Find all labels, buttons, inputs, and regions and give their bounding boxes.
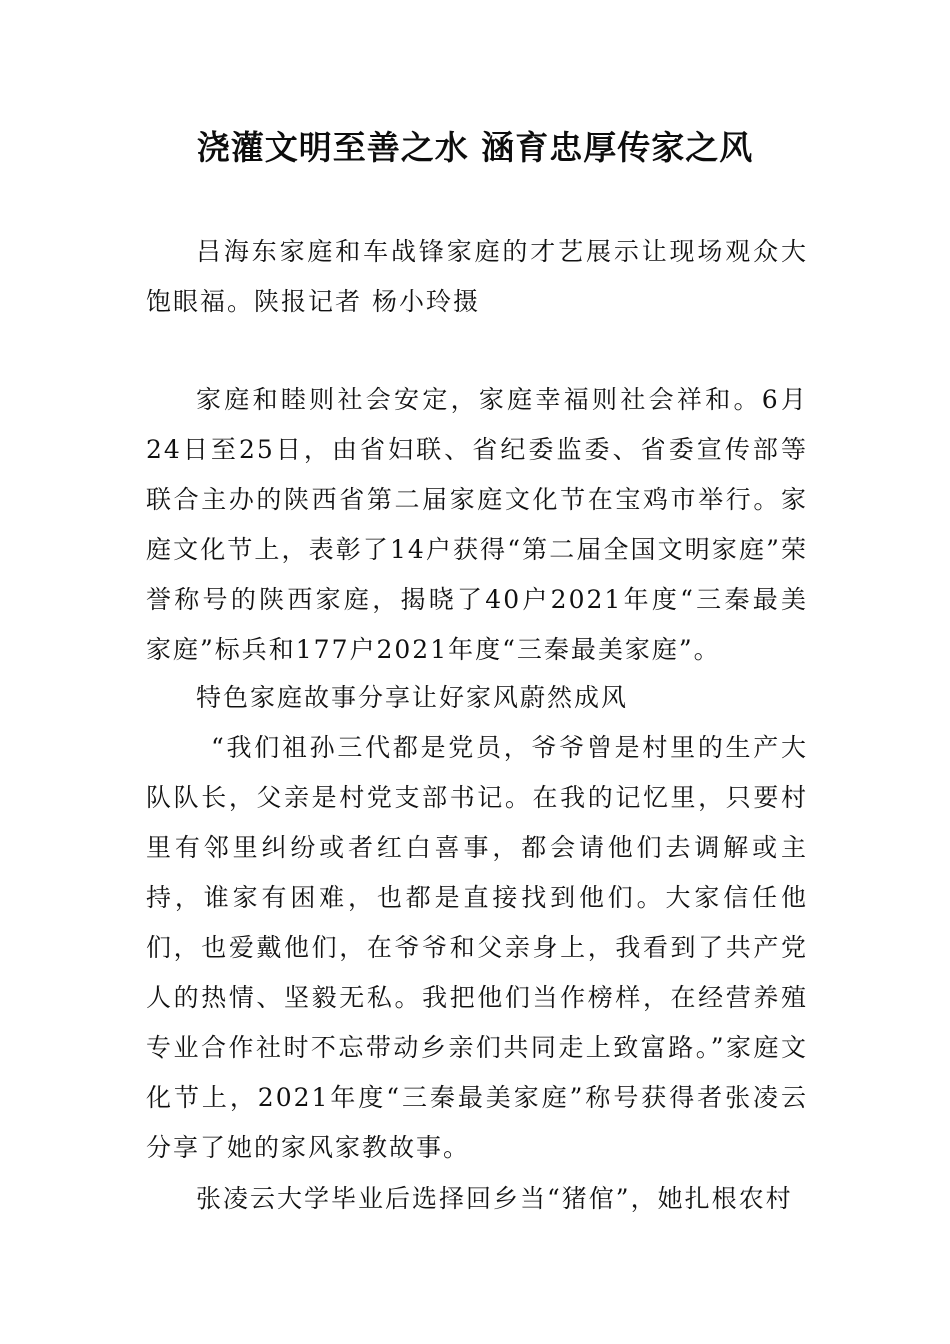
section-subheading: 特色家庭故事分享让好家风蔚然成风 — [196, 683, 629, 712]
paragraph-quote: “我们祖孙三代都是党员，爷爷曾是村里的生产大队队长，父亲是村党支部书记。在我的记忆里，只要村里有邻里纠纷或者红白喜事，都会请他们去调解或主持，谁家有困难，也都是直接找到他们。大家信任他们，也爱戴他们，在爷爷和父亲身上，我看到了共产党人的热情、坚毅无私。我把他们当作榜样，在经营养殖专业合作社时不忘带动乡亲们共同走上致富路。”家庭文化节上，2021年度“三秦最美家庭”称号获得者张凌云分享了她的家风家教故事。 — [146, 733, 808, 1162]
paragraph-intro: 家庭和睦则社会安定，家庭幸福则社会祥和。6月24日至25日，由省妇联、省纪委监委、省委宣传部等联合主办的陕西省第二届家庭文化节在宝鸡市举行。家庭文化节上，表彰了14户获得“第二届全国文明家庭”荣誉称号的陕西家庭，揭晓了40户2021年度“三秦最美家庭”标兵和177户2021年度“三秦最美家庭”。 — [146, 385, 808, 664]
paragraph-continued: 张凌云大学毕业后选择回乡当“猪倌”，她扎根农村 — [196, 1184, 793, 1213]
article-title: 浇灌文明至善之水 涵育忠厚传家之风 — [196, 128, 754, 167]
photo-caption: 吕海东家庭和车战锋家庭的才艺展示让现场观众大饱眼福。陕报记者 杨小玲摄 — [146, 237, 808, 316]
